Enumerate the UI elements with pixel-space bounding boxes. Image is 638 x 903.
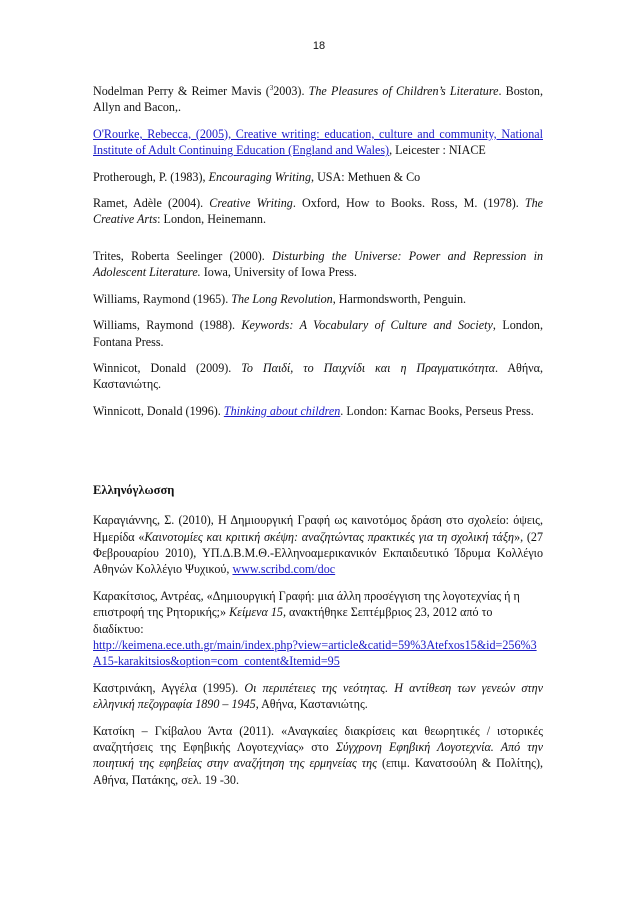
entry-katsiki: Κατσίκη – Γκίβαλου Άντα (2011). «Αναγκαίες διακρίσεις και θεωρητικές / ιστορικές αναζητήσεις της Εφηβικής Λογοτεχνίας» στο Σύγχρονη Εφηβική Λογοτεχνία. Από την ποιητική της εφηβείας στην αναζήτηση της ερμηνείας της (επιμ. Κανατσούλη & Πολίτης), Αθήνα, Πατάκης, σελ. 19 -30. (93, 723, 543, 787)
entry-winnicott-1996: Winnicott, Donald (1996). Thinking about children. London: Karnac Books, Perseus Press. (93, 403, 534, 418)
entry-winnicot-2009: Winnicot, Donald (2009). Το Παιδί, το Παιχνίδι και η Πραγματικότητα. Αθήνα, Καστανιώτης. (93, 360, 543, 392)
entry-ramet: Ramet, Adèle (2004). Creative Writing. Oxford, How to Books. Ross, M. (1978). The Creative Arts: London, Heinemann. (93, 196, 543, 227)
thinking-about-children-link[interactable]: Thinking about children (223, 403, 341, 418)
entry-williams-1988: Williams, Raymond (1988). Keywords: A Vocabulary of Culture and Society, London, Fontana Press. (93, 318, 543, 349)
bibliography (93, 80, 543, 798)
entry-protherough: Protherough, P. (1983), Encouraging Writing, USA: Methuen & Co (93, 169, 421, 184)
entry-orourke: O'Rourke, Rebecca, (2005), Creative writing: education, culture and community, National Institute of Adult Continuing Education (England and Wales), Leicester : NIACE (93, 126, 543, 158)
entry-nodelman: Nodelman Perry & Reimer Mavis ($^3$2003). The Pleasures of Children’s Literature. Boston, Allyn and Bacon,. (93, 84, 543, 115)
greek-section-heading: Ελληνόγλωσση (93, 483, 175, 498)
entry-karagiannis: Καραγιάννης, Σ. (2010), Η Δημιουργική Γραφή ως καινοτόμος δράση στο σχολείο: όψεις, Ημερίδα «Καινοτομίες και κριτική σκέψη: αναζητώντας πρακτικές για τη σχολική τάξη», (27 Φεβρουαρίου 2010), ΥΠ.Δ.Β.Μ.Θ.-Ελληνοαμερικανικόν Εκπαιδευτικό Ίδρυμα Κολλέγιο Αθηνών Κολλέγιο Ψυχικού, www.scribd.com/doc (93, 513, 543, 577)
entry-trites: Trites, Roberta Seelinger (2000). Disturbing the Universe: Power and Repression in Adolescent Literature. Iowa, University of Iowa Press. (93, 248, 544, 280)
scribd-link[interactable]: www.scribd.com/doc (232, 562, 336, 577)
page-number: 18 (312, 40, 326, 52)
orourke-link[interactable]: O'Rourke, Rebecca, (2005), Creative writing: education, culture and community, National Institute of Adult Continuing Education (England and Wales) (93, 126, 543, 158)
keimena-link[interactable]: http://keimena.ece.uth.gr/main/index.php?view=article&catid=59%3Atefxos15&id=256%3A15-karakitsios&option=com_content&Itemid=95 (93, 637, 537, 669)
entry-williams-1965: Williams, Raymond (1965). The Long Revolution, Harmondsworth, Penguin. (93, 291, 467, 306)
entry-karakitsios: Καρακίτσιος, Αντρέας, «Δημιουργική Γραφή: μια άλλη προσέγγιση της λογοτεχνίας ή η επιστροφή της Ρητορικής;» Κείμενα 15, ανακτήθηκε Σεπτέμβριος 23, 2012 από το διαδίκτυο: http://keimena.ece.uth.gr/main/index.php?view=article&catid=59%3Atefxos15&id=256%3A15-karakitsios&option=com_content&Itemid=95 (93, 588, 537, 669)
entry-kastrinaki: Καστρινάκη, Αγγέλα (1995). Οι περιπέτειες της νεότητας. Η αντίθεση των γενεών στην ελληνική πεζογραφία 1890 – 1945, Αθήνα, Καστανιώτης. (93, 680, 543, 712)
